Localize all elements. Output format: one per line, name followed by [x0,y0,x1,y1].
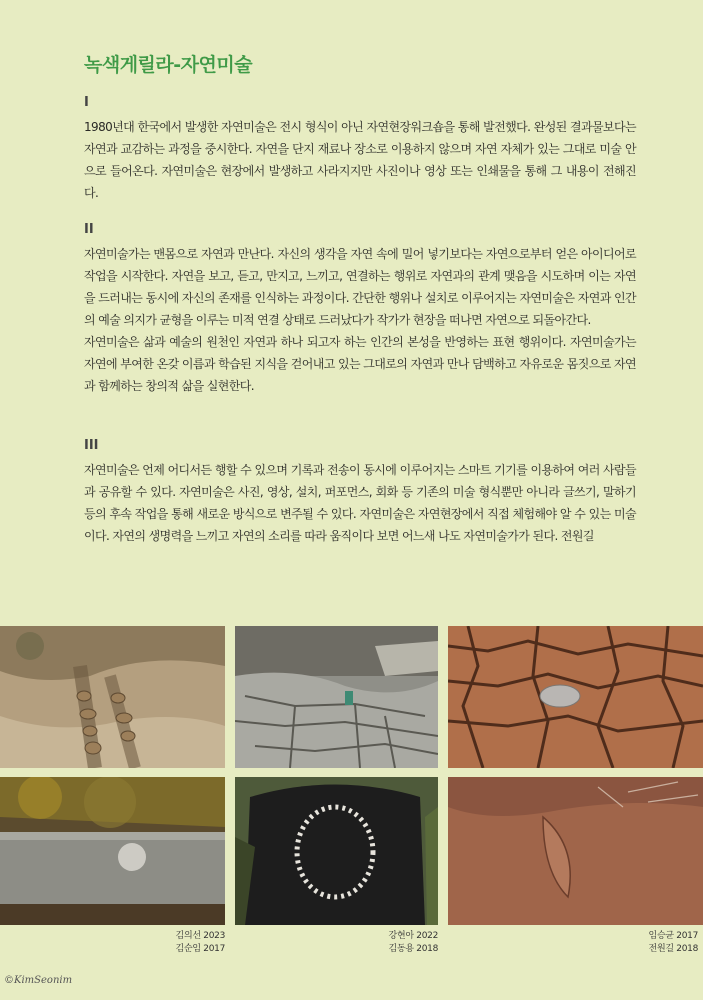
section-3-numeral: III [84,438,99,453]
page-title: 녹색게릴라-자연미술 [84,54,253,76]
credit-line: 전원길 2018 [648,944,698,954]
photo-shirt-stone-circle [235,777,438,925]
section-3-paragraph: 자연미술은 언제 어디서든 행할 수 있으며 기록과 전송이 동시에 이루어지는 스마트 기기를 이용하여 여러 사람들과 공유할 수 있다. 자연미술은 사진, 영상, 설치, 퍼포먼스, 회화 등 기존의 미술 형식뿐만 아니라 글쓰기, 말하기 등의 후속 작업을 통해 새로운 방식으로 변주될 수 있다. 자연미술은 자연현장에서 직접 체험해야 알 수 있는 미술이다. 자연의 생명력을 느끼고 자연의 소리를 따라 움직이다 보면 어느새 나도 자연미술가가 된다. 전원길 [84,463,636,543]
photo-credit-right [590,930,698,956]
section-2 [84,222,636,397]
copyright-watermark: ©KimSeonim [4,975,73,986]
credit-line: 김순임 2017 [175,944,225,954]
section-2-paragraph-2: 자연미술은 삶과 예술의 원천인 자연과 하나 되고자 하는 인간의 본성을 반영하는 표현 행위이다. 자연미술가는 자연에 부여한 온갖 이름과 학습된 지식을 걷어내고 있는 그대로의 자연과 만나 담백하고 자유로운 몸짓으로 자연과 함께하는 창의적 삶을 실현한다. [84,335,636,393]
section-2-numeral: II [84,222,94,237]
credit-line: 임승균 2017 [648,931,698,941]
section-1-paragraph: 1980년대 한국에서 발생한 자연미술은 전시 형식이 아닌 자연현장워크숍을 통해 발전했다. 완성된 결과물보다는 자연과 교감하는 과정을 중시한다. 자연을 단지 재료나 장소로 이용하지 않으며 자연 자체가 있는 그대로 미술 안으로 들어온다. 자연미술은 현장에서 발생하고 사라지지만 사진이나 영상 또는 인쇄물을 통해 그 내용이 전해진다. [84,120,636,200]
section-1 [84,95,636,204]
photo-soil-leaf-shape [448,777,703,925]
photo-layered-rocks [235,626,438,768]
section-3 [84,438,636,547]
section-1-numeral: I [84,95,89,110]
photo-credit-center [330,930,438,956]
credit-line: 김동용 2018 [388,944,438,954]
photo-credit-left [120,930,225,956]
credit-line: 김의선 2023 [175,931,225,941]
credit-line: 강현아 2022 [388,931,438,941]
section-2-paragraph-1: 자연미술가는 맨몸으로 자연과 만난다. 자신의 생각을 자연 속에 밀어 넣기보다는 자연으로부터 얻은 아이디어로 작업을 시작한다. 자연을 보고, 듣고, 만지고, 느끼고, 연결하는 행위로 자연과의 관계 맺음을 시도하며 이는 자연을 드러내는 동시에 자신의 존재를 인식하는 과정이다. 간단한 행위나 설치로 이루어지는 자연미술은 자연과 인간의 예술 의지가 균형을 이루는 미적 연결 상태로 드러났다가 작가가 현장을 떠나면 자연으로 되돌아간다. [84,247,636,327]
photo-earth-slope-stones [0,626,225,768]
photo-cracked-earth-stone [448,626,703,768]
photo-wall-light-circle [0,777,225,925]
